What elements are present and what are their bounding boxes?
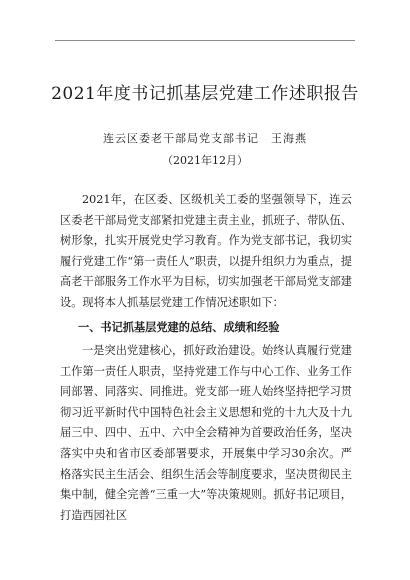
section-heading: 一、书记抓基层党建的总结、成绩和经验	[78, 321, 280, 334]
document-title: 2021年度书记抓基层党建工作述职报告	[51, 84, 359, 104]
date-line: （2021年12月）	[162, 154, 248, 167]
author-line: 连云区委老干部局党支部书记 王海燕	[103, 132, 307, 145]
intro-paragraph: 2021年，在区委、区级机关工委的坚强领导下，连云区委老干部局党支部紧扣党建主责主业，抓班子、带队伍、树形象，扎实开展党史学习教育。作为党支部书记，我切实履行党建工作“第一责任人”职责，以提升组织力为重点，提高老干部服务工作水平为目标，切实加强老干部局党支部建设。现将本人抓基层党建工作情况述职如下：	[60, 193, 352, 309]
body-paragraph: 一是突出党建核心，抓好政治建设。始终认真履行党建工作第一责任人职责，坚持党建工作与中心工作、业务工作同部署、同落实、同推进。党支部一班人始终坚持把学习贯彻习近平新时代中国特色社会主义思想和党的十九大及十九届三中、四中、五中、六中全会精神为首要政治任务，坚决落实中央和省市区委部署要求，开展集中学习30余次。严格落实民主生活会、组织生活会等制度要求，坚决贯彻民主集中制，健全完善“三重一大”等决策规则。抓好书记项目，打造西园社区	[60, 344, 352, 522]
header-rule	[55, 40, 355, 41]
